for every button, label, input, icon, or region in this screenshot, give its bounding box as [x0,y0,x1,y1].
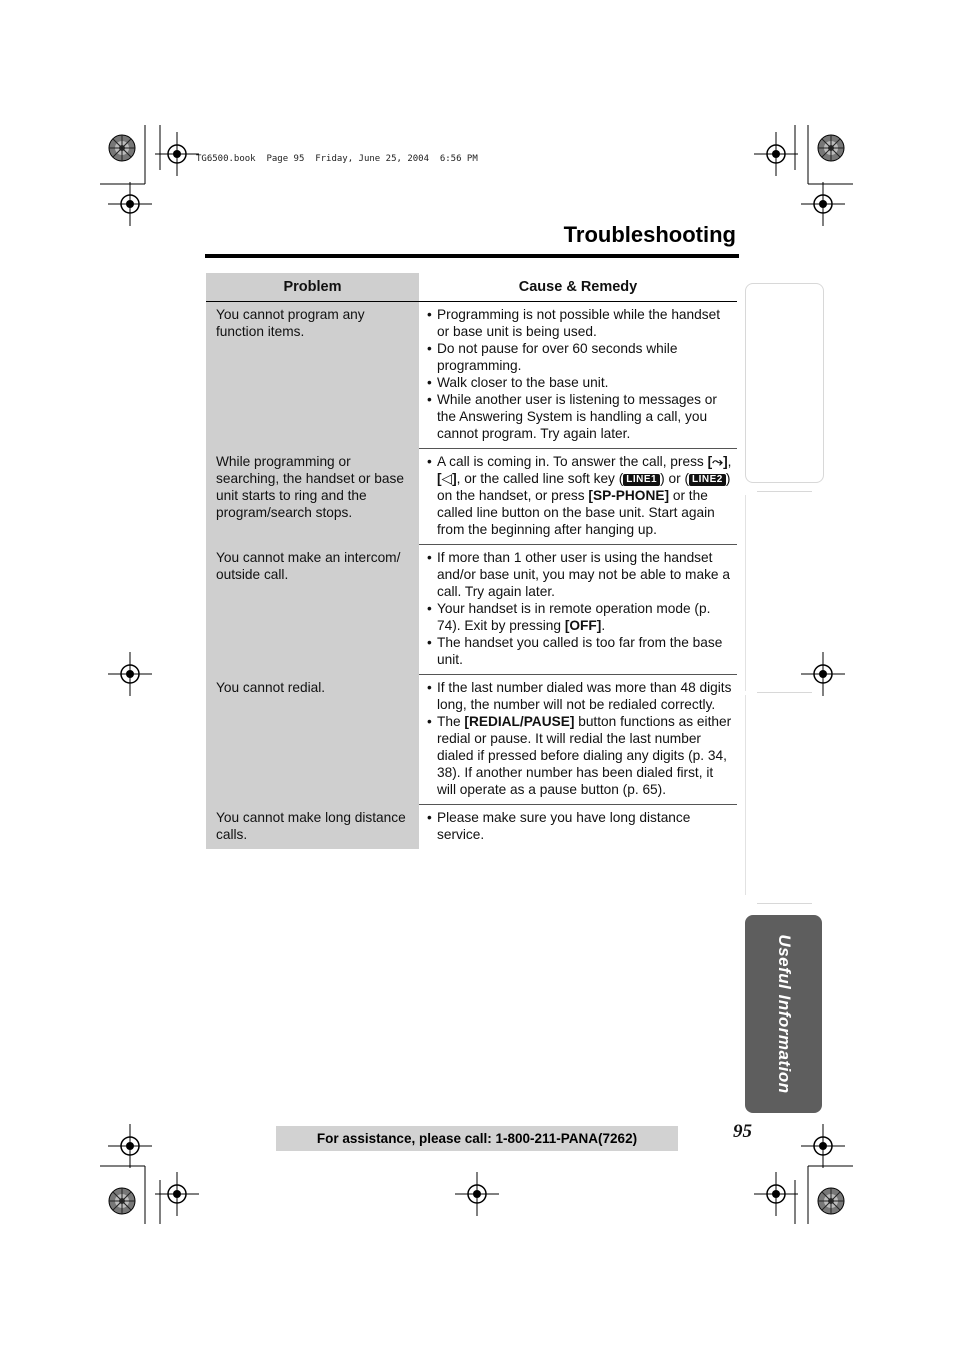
column-header-problem: Problem [206,273,419,302]
line1-key-badge: LINE1 [623,474,660,486]
remedy-cell [419,545,737,675]
remedy-item: • Your handset is in remote operation mode (p. 74). Exit by pressing [OFF]. [427,600,733,634]
off-key: [OFF] [564,618,602,633]
troubleshooting-table [206,273,737,849]
talk-key-icon: [⤳] [707,454,728,469]
side-divider [745,495,746,691]
line2-key-badge: LINE2 [689,474,726,486]
remedy-item: • If more than 1 other user is using the handset and/or base unit, you may not be able to make a call. Try again later. [427,549,733,600]
side-divider [757,491,812,492]
sp-phone-key: [SP-PHONE] [588,488,670,503]
assistance-footer: For assistance, please call: 1-800-211-PANA(7262) [276,1126,678,1151]
table-header-row [206,273,737,302]
page-number: 95 [733,1121,752,1142]
remedy-item: • While another user is listening to messages or the Answering System is handling a call, you cannot program. Try again later. [427,391,733,442]
side-divider [757,903,812,904]
print-job-header: TG6500.book Page 95 Friday, June 25, 2004 6:56 PM [196,154,478,164]
table-row [206,545,737,675]
column-header-remedy: Cause & Remedy [419,273,737,302]
remedy-cell [419,805,737,850]
remedy-item: • A call is coming in. To answer the call, press [⤳], [◁], or the called line soft key ( LINE1 ) or ( LINE2 ) on the handset, or press [SP-PHONE] or the called line button on the base unit. Start again from the beginning after hanging up. [427,453,733,538]
table-row [206,302,737,449]
remedy-item: • Please make sure you have long distance service. [427,809,733,843]
problem-cell: While programming or searching, the handset or base unit starts to ring and the program/search stops. [206,449,419,545]
side-divider [745,695,746,895]
title-rule [205,254,739,258]
table-row [206,449,737,545]
table-row [206,805,737,850]
remedy-item: • Walk closer to the base unit. [427,374,733,391]
remedy-cell [419,675,737,805]
section-tab-useful-information [745,915,822,1113]
remedy-item: • The handset you called is too far from the base unit. [427,634,733,668]
side-divider [757,692,812,693]
section-tab-label: Useful Information [774,934,794,1094]
remedy-item: • If the last number dialed was more than 48 digits long, the number will not be redialed correctly. [427,679,733,713]
problem-cell: You cannot program any function items. [206,302,419,449]
remedy-item: • Do not pause for over 60 seconds while programming. [427,340,733,374]
remedy-item: • The [REDIAL/PAUSE] button functions as either redial or pause. It will redial the last number dialed if pressed before dialing any digits (p. 34, 38). If another number has been dialed first, it will operate as a pause button (p. 65). [427,713,733,798]
speaker-key-icon: [◁] [437,471,457,486]
redial-pause-key: [REDIAL/PAUSE] [464,714,575,729]
problem-cell: You cannot redial. [206,675,419,805]
table-row [206,675,737,805]
remedy-cell [419,449,737,545]
side-section-box [745,283,824,483]
remedy-item: • Programming is not possible while the handset or base unit is being used. [427,306,733,340]
problem-cell: You cannot make an intercom/ outside call. [206,545,419,675]
page-title: Troubleshooting [563,222,736,247]
problem-cell: You cannot make long distance calls. [206,805,419,850]
remedy-cell [419,302,737,449]
